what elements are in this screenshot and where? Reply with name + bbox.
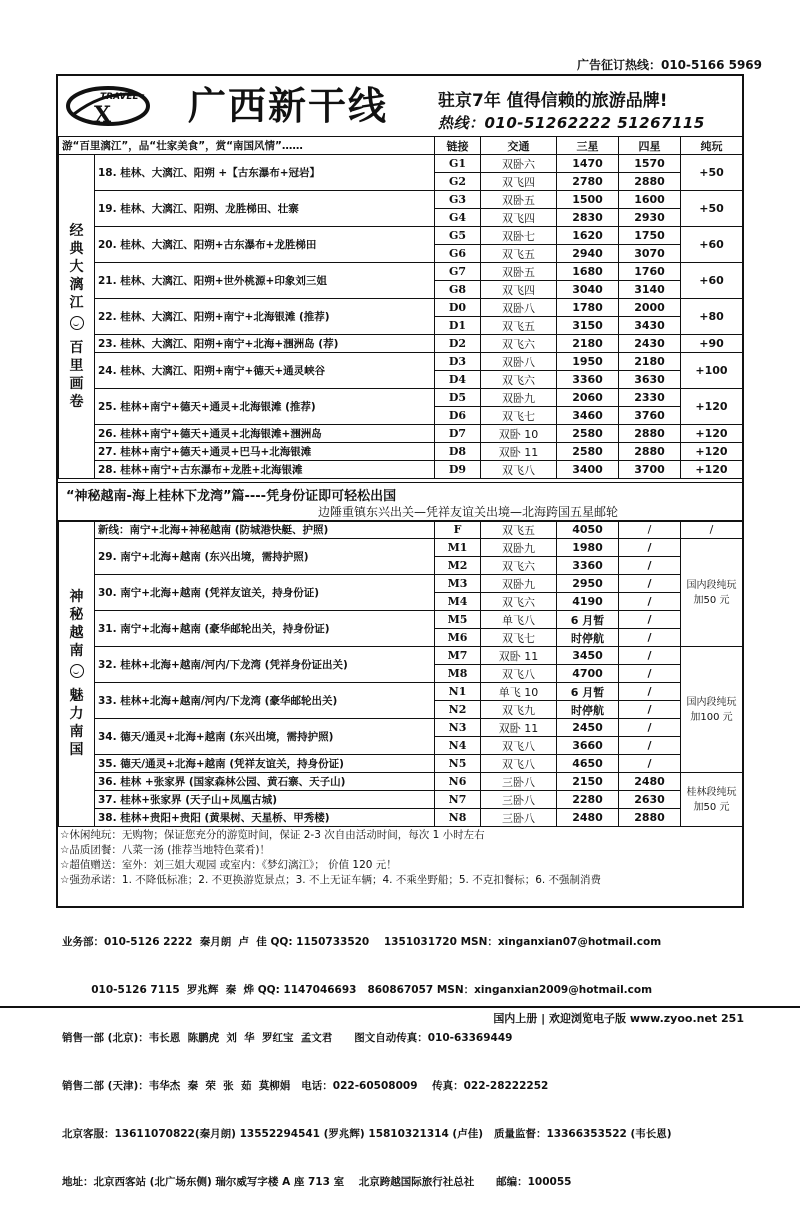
sidebar-char: 江: [69, 295, 84, 311]
price-4star: /: [619, 575, 681, 593]
transport: 双卧九: [481, 539, 557, 557]
price-4star: 2880: [619, 809, 681, 827]
route-code: M1: [435, 539, 481, 557]
price-3star: 3660: [557, 737, 619, 755]
contact-line: 地址：北京西客站 (北广场东侧) 瑞尔威写字楼 A 座 713 室 北京跨越国际旅行社总社 邮编：100055: [62, 1176, 572, 1188]
table-row: [59, 389, 743, 407]
logo-icon: [64, 82, 152, 130]
price-4star: /: [619, 539, 681, 557]
route-code: N2: [435, 701, 481, 719]
sidebar-char: 南: [69, 724, 84, 740]
sidebar-char: 漓: [69, 277, 84, 293]
pure-play-note: 桂林段纯玩加50 元: [681, 773, 743, 827]
price-4star: 1570: [619, 155, 681, 173]
price-3star: 1950: [557, 353, 619, 371]
price-3star: 2480: [557, 809, 619, 827]
route-name: 32. 桂林+北海+越南/河内/下龙湾 (凭祥身份证出关): [95, 647, 435, 683]
table-row: [59, 155, 743, 173]
route-name: 24. 桂林、大漓江、阳朔+南宁+德天+通灵峡谷: [95, 353, 435, 389]
price-3star: 3460: [557, 407, 619, 425]
transport: 双飞四: [481, 173, 557, 191]
transport: 双飞六: [481, 371, 557, 389]
transport: 双飞七: [481, 629, 557, 647]
route-code: N1: [435, 683, 481, 701]
sidebar-char: 国: [69, 742, 84, 758]
brand-name: 广西新干线: [188, 83, 389, 128]
route-code: M5: [435, 611, 481, 629]
price-4star: 2930: [619, 209, 681, 227]
price-3star: 时停航: [557, 629, 619, 647]
transport: 双卧八: [481, 299, 557, 317]
pure-play-surcharge: +120: [681, 389, 743, 425]
pure-play-note: 国内段纯玩加100 元: [681, 647, 743, 773]
transport: 三卧八: [481, 773, 557, 791]
table-row: [59, 611, 743, 629]
transport: 双飞五: [481, 317, 557, 335]
table-row: [59, 521, 743, 539]
price-3star: 1780: [557, 299, 619, 317]
route-code: M2: [435, 557, 481, 575]
section-sidebar: [59, 521, 95, 827]
route-name: 33. 桂林+北海+越南/河内/下龙湾 (豪华邮轮出关): [95, 683, 435, 719]
route-name: 23. 桂林、大漓江、阳朔+南宁+北海+涠洲岛 (荐): [95, 335, 435, 353]
price-3star: 4700: [557, 665, 619, 683]
column-header: 四星: [619, 137, 681, 155]
transport: 双卧八: [481, 353, 557, 371]
transport: 双飞五: [481, 521, 557, 539]
route-name: 31. 南宁+北海+越南 (豪华邮轮出关，持身份证): [95, 611, 435, 647]
transport: 三卧八: [481, 791, 557, 809]
transport: 双卧五: [481, 191, 557, 209]
transport: 双飞四: [481, 209, 557, 227]
route-code: D6: [435, 407, 481, 425]
route-name: 27. 桂林+南宁+德天+通灵+巴马+北海银滩: [95, 443, 435, 461]
transport: 双卧九: [481, 389, 557, 407]
price-4star: 3070: [619, 245, 681, 263]
pure-play-surcharge: /: [681, 521, 743, 539]
pure-play-surcharge: +50: [681, 155, 743, 191]
table-row: [59, 647, 743, 665]
route-name: 35. 德天/通灵+北海+越南 (凭祥友谊关，持身份证): [95, 755, 435, 773]
pure-play-surcharge: +60: [681, 263, 743, 299]
table-row: [59, 683, 743, 701]
route-code: D2: [435, 335, 481, 353]
transport: 双卧 11: [481, 443, 557, 461]
price-3star: 3150: [557, 317, 619, 335]
pure-play-surcharge: +120: [681, 443, 743, 461]
price-3star: 4650: [557, 755, 619, 773]
table-row: [59, 299, 743, 317]
transport: 双飞六: [481, 335, 557, 353]
route-code: D5: [435, 389, 481, 407]
table-row: [59, 227, 743, 245]
transport: 双卧 10: [481, 425, 557, 443]
route-code: G4: [435, 209, 481, 227]
route-code: D8: [435, 443, 481, 461]
table-row: [59, 791, 743, 809]
note-line: ☆超值赠送：室外：刘三姐大观园 或室内：《梦幻漓江》； 价值 120 元！: [60, 859, 397, 871]
transport: 双飞六: [481, 593, 557, 611]
price-3star: 2450: [557, 719, 619, 737]
table-row: [59, 191, 743, 209]
table-row: [59, 263, 743, 281]
price-3star: 1680: [557, 263, 619, 281]
pure-play-surcharge: +90: [681, 335, 743, 353]
route-code: D3: [435, 353, 481, 371]
price-4star: 3630: [619, 371, 681, 389]
route-name: 22. 桂林、大漓江、阳朔+南宁+北海银滩 (推荐): [95, 299, 435, 335]
slogan: 驻京7年 值得信赖的旅游品牌!: [438, 91, 668, 111]
section-sidebar: [59, 155, 95, 479]
pure-play-surcharge: +120: [681, 425, 743, 443]
table-row: [59, 575, 743, 593]
sidebar-char: 画: [69, 376, 84, 392]
price-3star: 3400: [557, 461, 619, 479]
pure-play-note: 国内段纯玩加50 元: [681, 539, 743, 647]
transport: 双卧六: [481, 155, 557, 173]
route-code: G8: [435, 281, 481, 299]
price-3star: 6 月暂: [557, 683, 619, 701]
price-3star: 2580: [557, 425, 619, 443]
route-code: N8: [435, 809, 481, 827]
route-name: 36. 桂林 +张家界 (国家森林公园、黄石寨、天子山): [95, 773, 435, 791]
notes-block: [58, 828, 744, 888]
pure-play-surcharge: +60: [681, 227, 743, 263]
column-header: 三星: [557, 137, 619, 155]
smile-icon: [70, 316, 84, 330]
transport: 单飞八: [481, 611, 557, 629]
price-3star: 4190: [557, 593, 619, 611]
contact-block: [58, 902, 672, 1222]
table-row: [59, 335, 743, 353]
table-row: [59, 773, 743, 791]
table-row: [59, 719, 743, 737]
price-4star: 3430: [619, 317, 681, 335]
price-3star: 6 月暂: [557, 611, 619, 629]
section-intro: 游“百里漓江”，品“壮家美食”，赏“南国风情”……: [59, 137, 435, 155]
table-row: [59, 461, 743, 479]
price-4star: 2430: [619, 335, 681, 353]
sidebar-char: 卷: [69, 394, 84, 410]
route-name: 37. 桂林+张家界 (天子山+凤凰古城): [95, 791, 435, 809]
price-4star: /: [619, 665, 681, 683]
route-code: N4: [435, 737, 481, 755]
price-3star: 1470: [557, 155, 619, 173]
route-code: D1: [435, 317, 481, 335]
transport: 三卧八: [481, 809, 557, 827]
price-3star: 2830: [557, 209, 619, 227]
route-code: G6: [435, 245, 481, 263]
price-4star: 2180: [619, 353, 681, 371]
table-row: [59, 425, 743, 443]
banner-hotline: 热线：010-51262222 51267115: [438, 114, 705, 132]
price-4star: 3760: [619, 407, 681, 425]
transport: 双飞七: [481, 407, 557, 425]
price-4star: /: [619, 683, 681, 701]
transport: 双飞五: [481, 245, 557, 263]
table-row: [59, 809, 743, 827]
route-code: N3: [435, 719, 481, 737]
price-4star: 1750: [619, 227, 681, 245]
price-3star: 2940: [557, 245, 619, 263]
note-line: ☆休闲纯玩：无购物；保证您充分的游览时间，保证 2-3 次自由活动时间，每次 1 小时左右: [60, 829, 485, 841]
price-3star: 2180: [557, 335, 619, 353]
price-3star: 3360: [557, 371, 619, 389]
price-4star: /: [619, 557, 681, 575]
route-code: M6: [435, 629, 481, 647]
pure-play-surcharge: +80: [681, 299, 743, 335]
transport: 双卧 11: [481, 647, 557, 665]
classic-routes-table: [58, 136, 743, 479]
route-code: M8: [435, 665, 481, 683]
column-header: 交通: [481, 137, 557, 155]
route-name: 26. 桂林+南宁+德天+通灵+北海银滩+涠洲岛: [95, 425, 435, 443]
price-3star: 2060: [557, 389, 619, 407]
route-code: D0: [435, 299, 481, 317]
price-3star: 2780: [557, 173, 619, 191]
price-4star: 2880: [619, 425, 681, 443]
price-4star: 2480: [619, 773, 681, 791]
price-3star: 2950: [557, 575, 619, 593]
price-3star: 4050: [557, 521, 619, 539]
table-row: [59, 539, 743, 557]
route-code: D9: [435, 461, 481, 479]
route-code: D7: [435, 425, 481, 443]
price-4star: /: [619, 593, 681, 611]
vietnam-section-subtitle: 边陲重镇东兴出关—凭祥友谊关出境—北海跨国五星邮轮: [318, 505, 619, 519]
price-4star: /: [619, 737, 681, 755]
sidebar-char: 力: [69, 706, 84, 722]
contact-line: 销售一部 (北京)：韦长恩 陈鹏虎 刘 华 罗红宝 孟文君 图文自动传真：010-63369449: [62, 1032, 513, 1044]
price-4star: 2880: [619, 443, 681, 461]
transport: 双飞八: [481, 755, 557, 773]
vietnam-section-title: “神秘越南-海上桂林下龙湾”篇----凭身份证即可轻松出国: [66, 489, 397, 504]
route-name: 30. 南宁+北海+越南 (凭祥友谊关，持身份证): [95, 575, 435, 611]
price-4star: 2630: [619, 791, 681, 809]
route-name: 新线：南宁+北海+神秘越南 (防城港快艇、护照): [95, 521, 435, 539]
svg-text:X: X: [94, 102, 112, 128]
price-3star: 2580: [557, 443, 619, 461]
price-3star: 1620: [557, 227, 619, 245]
pure-play-surcharge: +120: [681, 461, 743, 479]
transport: 双飞四: [481, 281, 557, 299]
price-3star: 1980: [557, 539, 619, 557]
transport: 单飞 10: [481, 683, 557, 701]
price-4star: /: [619, 755, 681, 773]
price-4star: 1600: [619, 191, 681, 209]
route-code: N6: [435, 773, 481, 791]
vietnam-routes-table: [58, 520, 743, 827]
svg-text:TRAVEL: TRAVEL: [100, 92, 139, 102]
table-row: [59, 443, 743, 461]
route-name: 25. 桂林+南宁+德天+通灵+北海银滩 (推荐): [95, 389, 435, 425]
transport: 双卧七: [481, 227, 557, 245]
price-4star: 2330: [619, 389, 681, 407]
contact-line: 010-5126 7115 罗兆辉 秦 烨 QQ: 1147046693 860867057 MSN：xinganxian2009@hotmail.com: [62, 984, 653, 996]
contact-line: 销售二部 (天津)：韦华杰 秦 荣 张 茹 莫柳娟 电话：022-60508009 传真：022-28222252: [62, 1080, 549, 1092]
price-3star: 2150: [557, 773, 619, 791]
price-3star: 3360: [557, 557, 619, 575]
price-4star: /: [619, 629, 681, 647]
price-4star: 2880: [619, 173, 681, 191]
footer: [0, 1006, 800, 1025]
route-name: 20. 桂林、大漓江、阳朔+古东瀑布+龙胜梯田: [95, 227, 435, 263]
route-name: 28. 桂林+南宁+古东瀑布+龙胜+北海银滩: [95, 461, 435, 479]
price-4star: 2000: [619, 299, 681, 317]
contact-line: 北京客服：13611070822(秦月朗) 13552294541 (罗兆辉) 15810321314 (卢佳) 质量监督：13366353522 (韦长恩): [62, 1128, 672, 1140]
transport: 双飞六: [481, 557, 557, 575]
route-name: 38. 桂林+贵阳+贵阳 (黄果树、天星桥、甲秀楼): [95, 809, 435, 827]
sidebar-char: 魅: [69, 688, 84, 704]
route-code: F: [435, 521, 481, 539]
column-header: 链接: [435, 137, 481, 155]
route-code: M3: [435, 575, 481, 593]
route-code: N7: [435, 791, 481, 809]
banner: [58, 76, 742, 138]
sidebar-char: 秘: [69, 607, 84, 623]
route-name: 29. 南宁+北海+越南 (东兴出境，需持护照): [95, 539, 435, 575]
route-code: D4: [435, 371, 481, 389]
contact-line: 业务部：010-5126 2222 秦月朗 卢 佳 QQ: 1150733520 1351031720 MSN：xinganxian07@hotmail.com: [62, 936, 662, 948]
sidebar-char: 越: [69, 625, 84, 641]
column-header: 纯玩: [681, 137, 743, 155]
sidebar-char: 里: [69, 358, 84, 374]
route-code: G1: [435, 155, 481, 173]
route-code: G5: [435, 227, 481, 245]
price-4star: /: [619, 521, 681, 539]
transport: 双飞九: [481, 701, 557, 719]
sidebar-char: 南: [69, 643, 84, 659]
pure-play-surcharge: +50: [681, 191, 743, 227]
note-line: ☆品质团餐：八菜一汤 (推荐当地特色菜肴)！: [60, 844, 270, 856]
price-3star: 3450: [557, 647, 619, 665]
route-code: M7: [435, 647, 481, 665]
transport: 双飞八: [481, 665, 557, 683]
route-name: 18. 桂林、大漓江、阳朔 +【古东瀑布+冠岩】: [95, 155, 435, 191]
price-4star: /: [619, 611, 681, 629]
sidebar-char: 典: [69, 241, 84, 257]
sidebar-char: 大: [69, 259, 84, 275]
sidebar-char: 百: [69, 340, 84, 356]
sidebar-char: 神: [69, 589, 84, 605]
vietnam-section-header: [58, 482, 742, 522]
price-3star: 时停航: [557, 701, 619, 719]
route-code: N5: [435, 755, 481, 773]
transport: 双卧 11: [481, 719, 557, 737]
price-4star: 3140: [619, 281, 681, 299]
price-4star: /: [619, 701, 681, 719]
note-line: ☆强劲承诺：1. 不降低标准；2. 不更换游览景点；3. 不上无证车辆；4. 不乘坐野船；5. 不克扣餐标；6. 不强制消费: [60, 874, 602, 886]
table-row: [59, 755, 743, 773]
transport: 双飞八: [481, 461, 557, 479]
table-row: [59, 353, 743, 371]
smile-icon: [70, 664, 84, 678]
route-code: G3: [435, 191, 481, 209]
footer-text: 国内上册 | 欢迎浏览电子版 www.zyoo.net 251: [493, 1012, 744, 1025]
route-name: 34. 德天/通灵+北海+越南 (东兴出境，需持护照): [95, 719, 435, 755]
transport: 双卧九: [481, 575, 557, 593]
route-code: G7: [435, 263, 481, 281]
route-code: G2: [435, 173, 481, 191]
price-3star: 3040: [557, 281, 619, 299]
route-name: 19. 桂林、大漓江、阳朔、龙胜梯田、壮寨: [95, 191, 435, 227]
pure-play-surcharge: +100: [681, 353, 743, 389]
transport: 双飞八: [481, 737, 557, 755]
price-4star: /: [619, 719, 681, 737]
route-name: 21. 桂林、大漓江、阳朔+世外桃源+印象刘三姐: [95, 263, 435, 299]
price-3star: 1500: [557, 191, 619, 209]
price-4star: /: [619, 647, 681, 665]
price-4star: 1760: [619, 263, 681, 281]
sidebar-char: 经: [69, 223, 84, 239]
transport: 双卧五: [481, 263, 557, 281]
route-code: M4: [435, 593, 481, 611]
price-3star: 2280: [557, 791, 619, 809]
top-hotline: 广告征订热线：010-5166 5969: [576, 58, 762, 72]
price-4star: 3700: [619, 461, 681, 479]
